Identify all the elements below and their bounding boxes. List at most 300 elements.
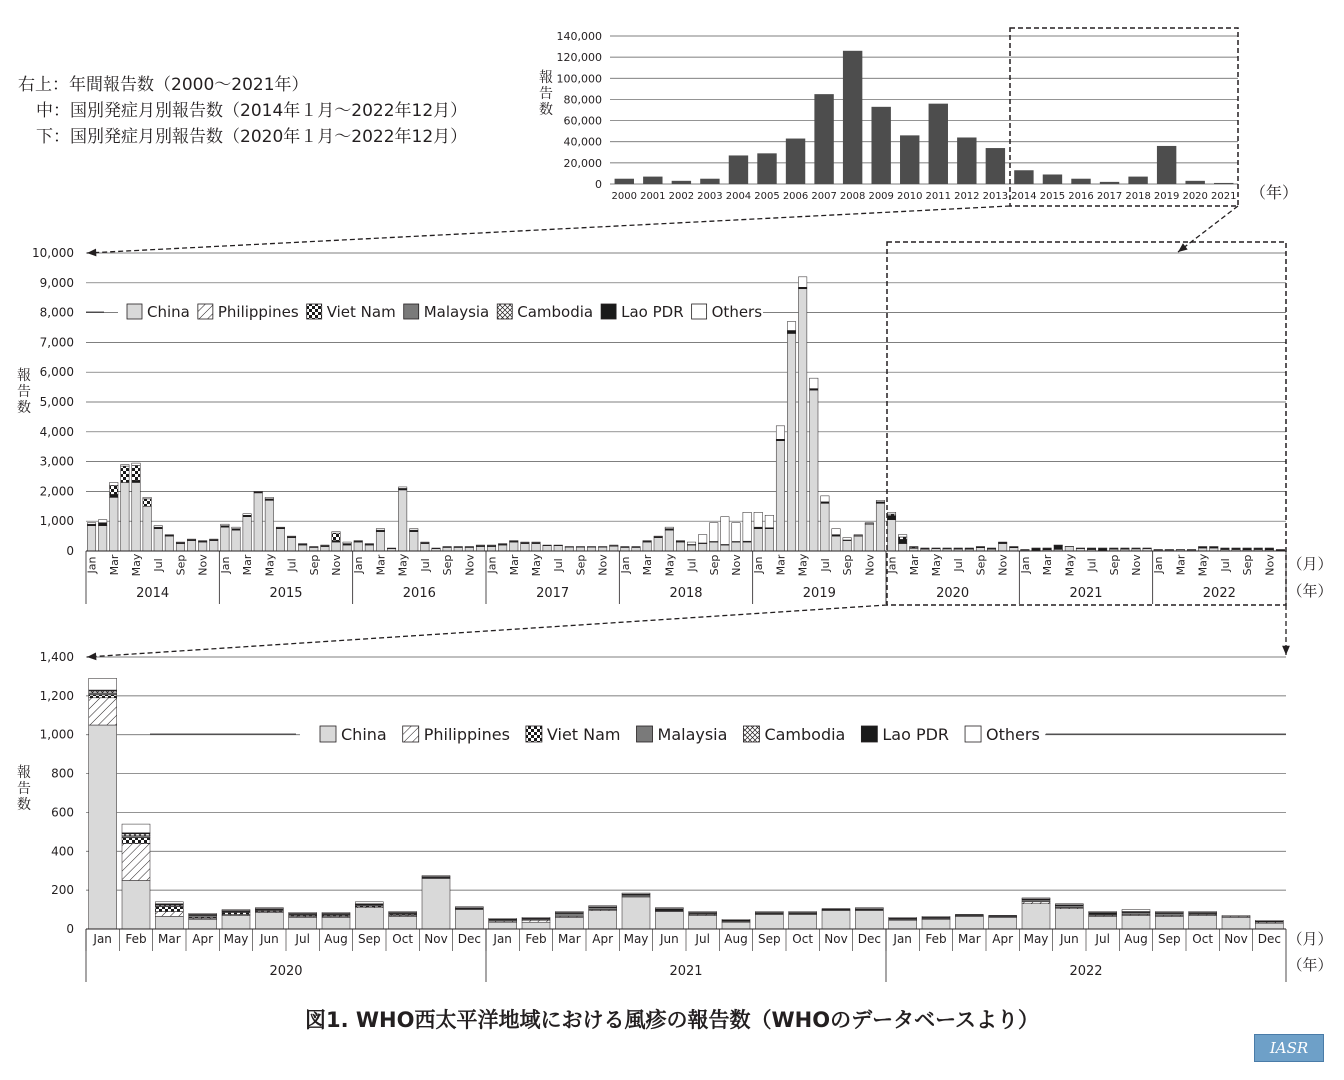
month-tick-label: Nov xyxy=(1130,554,1143,576)
bar-segment-viet-nam xyxy=(143,499,151,506)
bar-segment-china xyxy=(165,536,173,551)
y-axis-label: 報告数 xyxy=(539,70,553,118)
bar-segment-philippines xyxy=(89,698,117,725)
bar-segment-china xyxy=(589,911,617,929)
month-tick-label: Sep xyxy=(307,554,321,576)
bar-segment-others xyxy=(654,536,662,537)
month-tick-label: Jul xyxy=(695,932,710,946)
year-label: 2020 xyxy=(269,964,303,979)
annual-bar-2013 xyxy=(986,148,1005,184)
month-tick-label: Mar xyxy=(1174,554,1188,576)
month-tick-label: Mar xyxy=(374,554,388,576)
bar-segment-others xyxy=(198,541,206,542)
month-tick-label: Mar xyxy=(241,554,255,576)
annual-bar-2001 xyxy=(643,177,662,184)
bar-segment-china xyxy=(776,441,784,551)
y-tick-label: 1,000 xyxy=(39,727,74,742)
bar-segment-others xyxy=(555,912,583,913)
bar-segment-china xyxy=(543,546,551,551)
annual-bar-2006 xyxy=(786,139,805,184)
bar-segment-others xyxy=(522,917,550,918)
bar-segment-china xyxy=(955,916,983,929)
bar-segment-others xyxy=(1155,912,1183,913)
annual-bar-2018 xyxy=(1128,177,1147,184)
bar-segment-philippines xyxy=(122,844,150,881)
month-tick-label: Aug xyxy=(324,932,348,946)
bar-segment-others xyxy=(487,545,495,546)
bar-segment-china xyxy=(410,532,418,551)
bar-segment-others xyxy=(243,514,251,515)
bar-segment-china xyxy=(655,912,683,929)
legend-swatch-cambodia xyxy=(497,304,512,319)
bar-segment-others xyxy=(121,465,129,466)
month-tick-label: Jul xyxy=(1218,558,1232,572)
month-tick-label: Jul xyxy=(685,558,699,572)
bar-segment-china xyxy=(765,529,773,551)
y-tick-label: 5,000 xyxy=(39,395,74,409)
bar-segment-china xyxy=(1055,909,1083,929)
bar-segment-china xyxy=(332,542,340,551)
x-tick-label: 2017 xyxy=(1096,191,1123,202)
x-tick-label: 2004 xyxy=(725,191,752,202)
bar-segment-china xyxy=(455,910,483,929)
bar-segment-china xyxy=(376,532,384,551)
month-tick-label: Jan xyxy=(752,556,766,574)
bar-segment-other-countries xyxy=(110,494,118,497)
bar-segment-china xyxy=(155,916,183,929)
year-label: 2015 xyxy=(269,586,303,601)
bar-segment-china xyxy=(922,919,950,929)
bar-segment-china xyxy=(489,922,517,929)
bar-segment-china xyxy=(554,546,562,551)
bar-segment-other-countries xyxy=(132,480,140,482)
bar-segment-others xyxy=(855,908,883,909)
month-tick-label: Dec xyxy=(457,932,481,946)
month-tick-label: Nov xyxy=(596,554,610,576)
bar-segment-others xyxy=(887,512,895,514)
bar-segment-china xyxy=(222,915,250,929)
bar-segment-china xyxy=(255,912,283,929)
bar-segment-others xyxy=(1222,915,1250,916)
bar-segment-malaysia xyxy=(89,693,117,695)
bar-segment-china xyxy=(1155,916,1183,929)
bar-segment-malaysia xyxy=(1122,912,1150,914)
x-tick-label: 2013 xyxy=(982,191,1009,202)
bar-segment-malaysia xyxy=(622,895,650,897)
month-tick-label: Mar xyxy=(774,554,788,576)
x-tick-label: 2009 xyxy=(868,191,894,202)
x-axis-unit-year: （年） xyxy=(1287,582,1333,600)
month-tick-label: Sep xyxy=(174,554,188,576)
x-axis-unit-month: （月） xyxy=(1287,930,1333,948)
month-tick-label: Jun xyxy=(659,932,679,946)
bar-segment-others xyxy=(832,529,840,535)
x-axis-unit-year: （年） xyxy=(1287,956,1333,974)
bar-segment-others xyxy=(254,491,262,492)
y-axis-label: 報告数 xyxy=(17,765,31,813)
month-tick-label: Jan xyxy=(485,556,499,574)
legend-label-others: Others xyxy=(711,303,763,321)
bar-segment-others xyxy=(422,876,450,877)
bar-segment-china xyxy=(622,897,650,929)
x-tick-label: 2003 xyxy=(697,191,723,202)
y-tick-label: 600 xyxy=(51,805,74,820)
x-tick-label: 2015 xyxy=(1039,191,1066,202)
bar-segment-china xyxy=(743,542,751,551)
bar-segment-others xyxy=(154,526,162,527)
note-middle: 中：国別発症月別報告数（2014年１月～2022年12月） xyxy=(36,101,468,121)
figure-title: 図1. WHO西太平洋地域における風疹の報告数（WHOのデータベースより） xyxy=(304,1008,1040,1032)
bar-segment-others xyxy=(865,523,873,524)
bar-segment-china xyxy=(643,542,651,551)
bar-segment-china xyxy=(154,529,162,551)
bar-segment-viet-nam xyxy=(155,907,183,912)
x-tick-label: 2012 xyxy=(954,191,980,202)
bar-segment-china xyxy=(689,915,717,929)
bar-segment-other-countries xyxy=(787,330,795,333)
month-tick-label: May xyxy=(663,553,677,577)
y-tick-label: 120,000 xyxy=(556,51,602,65)
bar-segment-others xyxy=(687,542,695,544)
bar-segment-others xyxy=(710,523,718,542)
year-label: 2022 xyxy=(1069,964,1103,979)
legend-swatch-lao-pdr xyxy=(601,304,616,319)
bar-segment-others xyxy=(889,917,917,918)
bar-segment-viet-nam xyxy=(121,466,129,482)
bar-segment-china xyxy=(98,526,106,551)
annual-bar-2004 xyxy=(729,155,748,184)
month-tick-label: Jan xyxy=(618,556,632,574)
bar-segment-malaysia xyxy=(122,836,150,838)
bar-segment-others xyxy=(265,497,273,498)
bar-segment-others xyxy=(165,535,173,536)
annual-bar-2016 xyxy=(1071,179,1090,184)
month-tick-label: Aug xyxy=(724,932,748,946)
bar-segment-china xyxy=(243,517,251,551)
bar-segment-others xyxy=(276,527,284,528)
bar-segment-china xyxy=(832,536,840,551)
legend-label-china: China xyxy=(341,725,387,744)
monthly-chart-2020-2022 xyxy=(17,650,1333,982)
year-label: 2021 xyxy=(1069,586,1103,601)
y-tick-label: 9,000 xyxy=(39,275,74,290)
bar-segment-others xyxy=(298,544,306,545)
bar-segment-others xyxy=(776,426,784,439)
bar-segment-others xyxy=(610,545,618,546)
bar-segment-others xyxy=(765,515,773,528)
x-tick-label: 2018 xyxy=(1125,191,1151,202)
bar-segment-others xyxy=(322,912,350,913)
month-tick-label: Jan xyxy=(1018,556,1032,574)
y-tick-label: 60,000 xyxy=(563,114,602,128)
annual-bar-2005 xyxy=(757,153,776,184)
bar-segment-china xyxy=(676,542,684,551)
zoom-arrow-right-lower-head xyxy=(1282,646,1290,655)
bar-segment-china xyxy=(443,547,451,551)
bar-segment-others xyxy=(289,912,317,913)
month-tick-label: Mar xyxy=(641,554,655,576)
bar-segment-china xyxy=(1022,904,1050,929)
bar-segment-china xyxy=(87,526,95,551)
y-tick-label: 0 xyxy=(66,544,74,558)
bar-segment-others xyxy=(498,544,506,545)
month-tick-label: Mar xyxy=(507,554,521,576)
month-tick-label: May xyxy=(130,553,143,577)
month-tick-label: Oct xyxy=(392,932,414,946)
month-tick-label: Mar xyxy=(158,932,181,946)
y-tick-label: 1,400 xyxy=(39,650,74,664)
bar-segment-china xyxy=(698,544,706,551)
x-tick-label: 2014 xyxy=(1011,191,1037,202)
month-tick-label: Dec xyxy=(1257,932,1281,946)
bar-segment-china xyxy=(210,541,218,551)
x-tick-label: 2008 xyxy=(839,191,866,202)
month-tick-label: Mar xyxy=(1041,554,1055,576)
bar-segment-malaysia xyxy=(555,913,583,916)
bar-segment-others xyxy=(643,541,651,542)
legend-label-malaysia: Malaysia xyxy=(423,303,490,321)
y-tick-label: 40,000 xyxy=(563,135,602,149)
bar-segment-china xyxy=(621,547,629,551)
bar-segment-china xyxy=(665,530,673,551)
bar-segment-others xyxy=(1189,912,1217,913)
iasr-logo: IASR xyxy=(1254,1034,1324,1062)
bar-segment-viet-nam xyxy=(898,537,906,539)
bar-segment-china xyxy=(1122,915,1150,929)
y-tick-label: 140,000 xyxy=(556,30,602,43)
month-tick-label: Dec xyxy=(857,932,881,946)
annual-chart xyxy=(539,28,1298,206)
bar-segment-others xyxy=(210,539,218,540)
annual-bar-2017 xyxy=(1100,182,1119,184)
bar-segment-china xyxy=(1222,917,1250,929)
legend-label-lao-pdr: Lao PDR xyxy=(882,725,950,744)
month-tick-label: Nov xyxy=(1263,554,1277,576)
bar-segment-others xyxy=(665,527,673,528)
bar-segment-china xyxy=(265,500,273,551)
month-tick-label: Jun xyxy=(1059,932,1079,946)
month-tick-label: May xyxy=(1023,932,1049,946)
month-tick-label: Jul xyxy=(552,558,566,572)
bar-segment-china xyxy=(1255,923,1283,929)
bar-segment-others xyxy=(365,544,373,545)
legend-label-others: Others xyxy=(986,725,1040,744)
bar-segment-china xyxy=(721,545,729,551)
bar-segment-other-countries xyxy=(98,523,106,526)
bar-segment-china xyxy=(110,497,118,551)
month-tick-label: Feb xyxy=(125,932,147,946)
bar-segment-others xyxy=(222,910,250,911)
bar-segment-china xyxy=(322,917,350,929)
y-tick-label: 0 xyxy=(595,178,602,191)
bar-segment-china xyxy=(610,546,618,551)
y-tick-label: 400 xyxy=(51,844,74,859)
bar-segment-china xyxy=(998,544,1006,551)
bar-segment-china xyxy=(89,725,117,929)
bar-segment-lao-pdr xyxy=(989,915,1017,916)
annual-bar-2020 xyxy=(1185,181,1204,184)
month-tick-label: Sep xyxy=(441,554,455,576)
month-tick-label: Sep xyxy=(1241,554,1255,576)
bar-segment-others xyxy=(489,918,517,919)
annual-bar-2015 xyxy=(1043,174,1062,184)
month-tick-label: Nov xyxy=(996,554,1010,576)
bar-segment-china xyxy=(754,529,762,551)
annual-bar-2002 xyxy=(672,181,691,184)
bar-segment-china xyxy=(354,542,362,551)
month-tick-label: Jul xyxy=(285,558,299,572)
bar-segment-china xyxy=(532,544,540,551)
x-tick-label: 2021 xyxy=(1211,191,1237,202)
year-label: 2017 xyxy=(536,586,570,601)
y-tick-label: 100,000 xyxy=(556,72,602,86)
bar-segment-china xyxy=(654,538,662,551)
y-tick-label: 4,000 xyxy=(39,424,74,439)
bar-segment-china xyxy=(121,482,129,551)
bar-segment-others xyxy=(743,512,751,541)
y-tick-label: 7,000 xyxy=(39,335,74,350)
bar-segment-malaysia xyxy=(189,915,217,917)
bar-segment-china xyxy=(822,911,850,929)
bar-segment-philippines xyxy=(155,912,183,917)
legend-label-viet-nam: Viet Nam xyxy=(326,303,396,321)
bar-segment-china xyxy=(143,506,151,551)
month-tick-label: Jan xyxy=(85,556,99,574)
bar-segment-china xyxy=(889,920,917,929)
bar-segment-china xyxy=(989,917,1017,929)
bar-segment-china xyxy=(710,542,718,551)
bar-segment-china xyxy=(810,390,818,551)
month-tick-label: Sep xyxy=(574,554,588,576)
bar-segment-china xyxy=(789,914,817,929)
bar-segment-others xyxy=(189,913,217,914)
month-tick-label: Nov xyxy=(1224,932,1248,946)
bar-segment-others xyxy=(155,902,183,904)
bar-segment-china xyxy=(289,917,317,929)
y-tick-label: 8,000 xyxy=(39,305,74,320)
y-tick-label: 200 xyxy=(51,883,74,898)
x-tick-label: 2005 xyxy=(754,191,780,202)
bar-segment-others xyxy=(532,542,540,543)
x-tick-label: 2000 xyxy=(611,191,637,202)
bar-segment-others xyxy=(854,535,862,536)
month-tick-label: Jul xyxy=(295,932,310,946)
note-bottom: 下：国別発症月別報告数（2020年１月～2022年12月） xyxy=(36,127,468,147)
annual-bar-2008 xyxy=(843,51,862,184)
month-tick-label: May xyxy=(396,553,410,577)
annual-bar-2019 xyxy=(1157,146,1176,184)
bar-segment-others xyxy=(398,487,406,488)
month-tick-label: Mar xyxy=(958,932,981,946)
x-axis-unit-month: （月） xyxy=(1287,555,1333,573)
month-tick-label: Nov xyxy=(330,554,343,576)
year-label: 2022 xyxy=(1202,586,1236,601)
bar-segment-others xyxy=(255,908,283,909)
month-tick-label: Apr xyxy=(192,932,214,946)
bar-segment-china xyxy=(565,547,573,551)
month-tick-label: Jul xyxy=(952,558,966,572)
month-tick-label: Jan xyxy=(218,556,232,574)
bar-segment-philippines xyxy=(1022,902,1050,904)
bar-segment-china xyxy=(232,530,240,551)
annual-bar-2011 xyxy=(929,104,948,184)
bar-segment-china xyxy=(321,547,329,551)
legend-swatch-others xyxy=(965,726,981,742)
annual-bar-2000 xyxy=(615,179,634,184)
bar-segment-others xyxy=(898,535,906,537)
bar-segment-china xyxy=(821,503,829,551)
bar-segment-china xyxy=(189,919,217,929)
legend-label-philippines: Philippines xyxy=(217,303,299,321)
annual-bar-2010 xyxy=(900,135,919,184)
month-tick-label: May xyxy=(1196,553,1210,577)
bar-segment-others xyxy=(843,538,851,540)
bar-segment-china xyxy=(276,529,284,551)
legend-swatch-china xyxy=(127,304,142,319)
legend-label-cambodia: Cambodia xyxy=(764,725,846,744)
bar-segment-lao-pdr xyxy=(655,909,683,911)
bar-segment-others xyxy=(122,824,150,833)
y-axis-label: 報告数 xyxy=(17,368,31,416)
bar-segment-china xyxy=(421,544,429,551)
bar-segment-china xyxy=(843,541,851,551)
legend-swatch-others xyxy=(692,304,707,319)
bar-segment-others xyxy=(287,536,295,537)
bar-segment-others xyxy=(722,919,750,920)
legend-label-viet-nam: Viet Nam xyxy=(546,725,621,744)
bar-segment-china xyxy=(476,547,484,551)
bar-segment-others xyxy=(332,532,340,533)
bar-segment-malaysia xyxy=(1022,900,1050,902)
bar-segment-others xyxy=(410,529,418,530)
month-tick-label: Mar xyxy=(107,554,121,576)
bar-segment-viet-nam xyxy=(332,533,340,540)
y-tick-label: 0 xyxy=(66,922,74,936)
bar-segment-china xyxy=(221,527,229,551)
bar-segment-others xyxy=(176,542,184,543)
bar-segment-china xyxy=(787,333,795,551)
legend-swatch-philippines xyxy=(403,726,419,742)
bar-segment-viet-nam xyxy=(132,465,140,480)
bar-segment-china xyxy=(632,547,640,551)
bar-segment-china xyxy=(487,547,495,551)
y-tick-label: 3,000 xyxy=(39,454,74,469)
bar-segment-china xyxy=(510,542,518,551)
month-tick-label: Aug xyxy=(1124,932,1148,946)
bar-segment-china xyxy=(722,922,750,929)
bar-segment-viet-nam xyxy=(222,912,250,914)
monthly-chart-2014-2022 xyxy=(17,242,1333,605)
month-tick-label: Jan xyxy=(893,932,912,946)
bar-segment-others xyxy=(321,545,329,546)
bar-segment-other-countries xyxy=(898,539,906,543)
bar-segment-china xyxy=(521,544,529,551)
month-tick-label: Nov xyxy=(196,554,210,576)
bar-segment-viet-nam xyxy=(122,838,150,844)
bar-segment-china xyxy=(422,878,450,929)
bar-segment-others xyxy=(132,463,140,465)
legend-swatch-viet-nam xyxy=(526,726,542,742)
zoom-arrow-right xyxy=(1178,206,1238,252)
legend-swatch-viet-nam xyxy=(307,304,322,319)
bar-segment-lao-pdr xyxy=(1089,912,1117,914)
zoom-arrow-left-lower-head xyxy=(87,653,96,661)
bar-segment-lao-pdr xyxy=(822,909,850,910)
bar-segment-china xyxy=(522,922,550,929)
bar-segment-others xyxy=(732,523,740,542)
month-tick-label: Jan xyxy=(93,932,112,946)
legend-swatch-cambodia xyxy=(743,726,759,742)
